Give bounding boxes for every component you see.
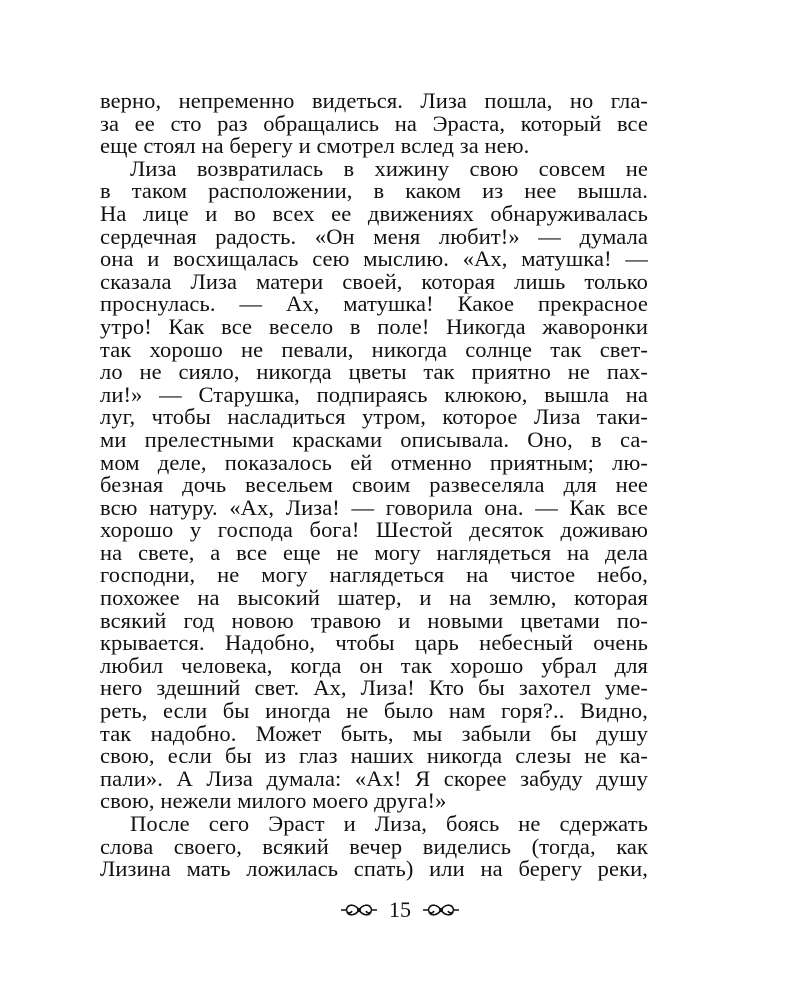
- text-line: в таком расположении, в каком из нее вышла.: [100, 178, 648, 204]
- text-line: мом деле, показалось ей отменно приятным; лю-: [100, 449, 648, 475]
- text-line: сердечная радость. «Он меня любит!» — думала: [100, 223, 648, 249]
- text-line: на свете, а все еще не могу наглядеться на дела: [100, 539, 648, 565]
- text-line: всякий год новою травою и новыми цветами по-: [100, 607, 648, 633]
- text-line: сказала Лиза матери своей, которая лишь только: [100, 268, 648, 294]
- text-line: свою, нежели милого моего друга!»: [100, 788, 447, 814]
- page-number: 15: [389, 897, 411, 922]
- page-footer: [0, 898, 800, 922]
- text-line: она и восхищалась сею мыслию. «Ах, матушка! —: [100, 246, 648, 272]
- text-line: за ее сто раз обращались на Эраста, который все: [100, 110, 648, 136]
- text-line: пали». А Лиза думала: «Ах! Я скорее забуду душу: [100, 765, 648, 791]
- body-text: [100, 90, 648, 881]
- text-line: еще стоял на берегу и смотрел вслед за нею.: [100, 133, 530, 159]
- text-line: так хорошо не певали, никогда солнце так свет-: [100, 336, 648, 362]
- floral-ornament-icon: [339, 899, 379, 921]
- text-line: утро! Как все весело в поле! Никогда жаворонки: [100, 313, 648, 339]
- text-line: верно, непременно видеться. Лиза пошла, но гла-: [100, 88, 648, 113]
- text-line: ли!» — Старушка, подпираясь клюкою, вышла на: [100, 381, 648, 407]
- text-line: ло не сияло, никогда цветы так приятно не пах-: [100, 359, 648, 385]
- text-line: проснулась. — Ах, матушка! Какое прекрасное: [100, 291, 648, 317]
- text-line: После сего Эраст и Лиза, боясь не сдержать: [130, 811, 648, 836]
- text-line: Лиза возвратилась в хижину свою совсем не: [130, 155, 648, 181]
- text-line: крывается. Надобно, чтобы царь небесный очень: [100, 630, 648, 656]
- floral-ornament-icon: [421, 899, 461, 921]
- text-line: так надобно. Может быть, мы забыли бы душу: [100, 720, 648, 746]
- text-line: слова своего, всякий вечер виделись (тогда, как: [100, 833, 648, 859]
- text-line: господни, не могу наглядеться на чистое небо,: [100, 562, 648, 588]
- text-line: Лизина мать ложилась спать) или на берегу реки,: [100, 856, 648, 882]
- text-line: свою, если бы из глаз наших никогда слезы не ка-: [100, 743, 648, 769]
- text-line: На лице и во всех ее движениях обнаруживалась: [100, 200, 648, 226]
- text-line: ми прелестными красками описывала. Оно, в са-: [100, 426, 648, 452]
- text-line: любил человека, когда он так хорошо убрал для: [100, 652, 648, 678]
- text-line: него здешний свет. Ах, Лиза! Кто бы захотел уме-: [100, 675, 648, 701]
- text-line: реть, если бы иногда не было нам горя?.. Видно,: [100, 698, 648, 724]
- text-line: луг, чтобы насладиться утром, которое Лиза таки-: [100, 404, 648, 430]
- text-line: безная дочь весельем своим развеселяла для нее: [100, 472, 648, 498]
- text-line: всю натуру. «Ах, Лиза! — говорила она. — Как все: [100, 494, 648, 520]
- text-line: похожее на высокий шатер, и на землю, которая: [100, 585, 648, 611]
- text-line: хорошо у господа бога! Шестой десяток доживаю: [100, 517, 648, 543]
